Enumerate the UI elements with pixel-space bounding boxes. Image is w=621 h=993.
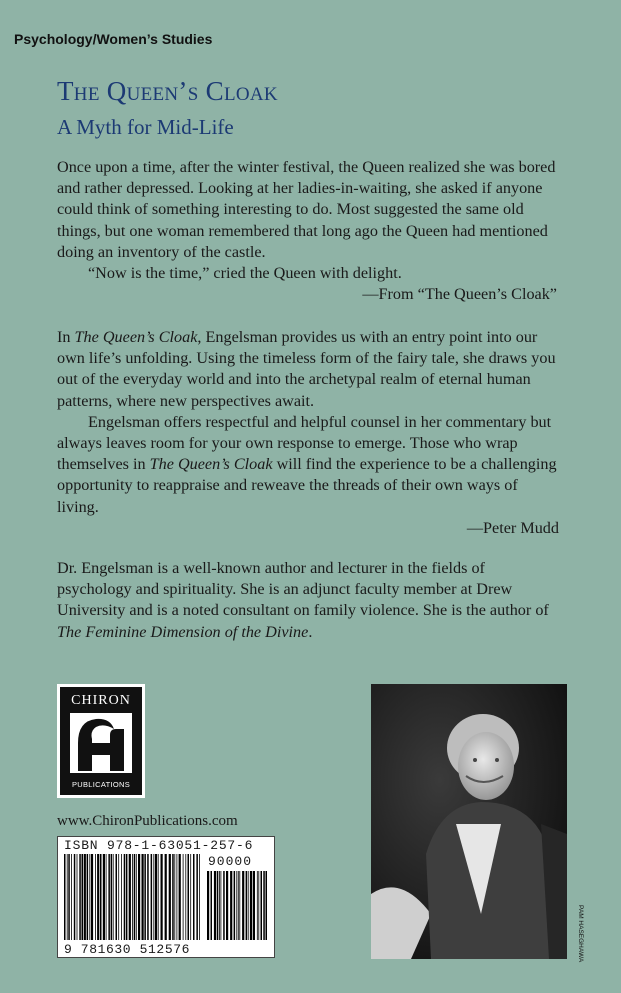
barcode-addon-bars bbox=[207, 871, 269, 940]
barcode-bar bbox=[261, 871, 263, 940]
barcode-bar bbox=[97, 854, 99, 940]
author-photo-image bbox=[371, 684, 567, 959]
barcode-bar bbox=[106, 854, 107, 940]
author-photo bbox=[371, 684, 567, 959]
book-title: The Queen’s Cloak bbox=[57, 76, 278, 106]
barcode-bar bbox=[142, 854, 144, 940]
barcode-bar bbox=[95, 854, 96, 940]
barcode-bar bbox=[147, 854, 149, 940]
excerpt-paragraph: Once upon a time, after the winter festival, the Queen realized she was bored and rather depressed. Looking at her ladies-in-waiting, she asked if anyone could think of something interesting to do. Most suggested the same old things, but one woman remembered that long ago the Queen had mentioned doing an inventory of the castle. bbox=[57, 158, 556, 261]
review-attribution: —Peter Mudd bbox=[466, 518, 559, 537]
barcode-bar bbox=[223, 871, 225, 940]
barcode-bar bbox=[196, 854, 198, 940]
barcode-bar bbox=[113, 854, 114, 940]
barcode-bar bbox=[257, 871, 258, 940]
barcode-bar bbox=[183, 854, 184, 940]
barcode-bar bbox=[246, 871, 248, 940]
barcode-bar bbox=[172, 854, 174, 940]
barcode-bar bbox=[207, 871, 209, 940]
barcode-bar bbox=[226, 871, 228, 940]
publisher-logo bbox=[57, 684, 145, 798]
barcode-bar bbox=[211, 871, 213, 940]
barcode-bar bbox=[153, 854, 154, 940]
barcode-bar bbox=[193, 854, 195, 940]
barcode-bar bbox=[79, 854, 81, 940]
barcode-bar bbox=[71, 854, 72, 940]
author-bio-before: Dr. Engelsman is a well-known author and lecturer in the fields of psychology and spirituality. She is an adjunct faculty member at Drew University and is a noted consultant on family violence. She is the author of bbox=[57, 559, 549, 620]
isbn-text: ISBN 978-1-63051-257-6 bbox=[64, 838, 254, 853]
barcode-bar bbox=[217, 871, 219, 940]
barcode-bar bbox=[234, 871, 236, 940]
barcode-bar bbox=[266, 871, 268, 940]
barcode-bar bbox=[108, 854, 110, 940]
review-paragraph-1 bbox=[57, 327, 563, 412]
barcode-bar bbox=[253, 871, 255, 940]
review-p2-title: The Queen’s Cloak bbox=[149, 455, 273, 474]
author-bio bbox=[57, 558, 563, 643]
barcode-bar bbox=[151, 854, 153, 940]
barcode-bar bbox=[161, 854, 163, 940]
category-label: Psychology/Women’s Studies bbox=[14, 31, 213, 47]
photo-credit: PAM HASEGHAWA bbox=[577, 905, 584, 963]
barcode-bar bbox=[64, 854, 66, 940]
excerpt-quote: “Now is the time,” cried the Queen with delight. bbox=[88, 264, 402, 283]
review-p1-after: , Engelsman provides us with an entry point into our own life’s unfolding. Using the timeless form of the fairy tale, she draws you out of the everyday world and into the archetypal realm of eternal human patterns, where new perspectives await. bbox=[57, 328, 556, 410]
barcode-bar bbox=[132, 854, 133, 940]
review-p1-before: In bbox=[57, 328, 75, 346]
barcode-bar bbox=[136, 854, 137, 940]
barcode-bar bbox=[116, 854, 118, 940]
author-bio-paragraph bbox=[57, 558, 563, 643]
barcode-bar bbox=[126, 854, 128, 940]
excerpt-section bbox=[57, 157, 563, 305]
barcode-bar bbox=[174, 854, 175, 940]
barcode-bar bbox=[68, 854, 70, 940]
barcode-bar bbox=[158, 854, 159, 940]
barcode-bar bbox=[155, 854, 157, 940]
barcode-bar bbox=[179, 854, 181, 940]
barcode-bar bbox=[124, 854, 126, 940]
barcode-bar bbox=[236, 871, 237, 940]
barcode-bar bbox=[134, 854, 136, 940]
barcode-bar bbox=[177, 854, 178, 940]
barcode-bar bbox=[185, 854, 186, 940]
barcode-bar bbox=[129, 854, 131, 940]
barcode-bar bbox=[190, 854, 191, 940]
publisher-logo-bottom-text: PUBLICATIONS bbox=[71, 780, 131, 789]
barcode-bar bbox=[263, 871, 265, 940]
review-p2-after: will find the experience to be a challenging opportunity to reappraise and reweave the threads of their own ways of living. bbox=[57, 455, 557, 516]
chiron-emblem-icon bbox=[70, 713, 132, 773]
barcode-bar bbox=[138, 854, 140, 940]
barcode-bar bbox=[188, 854, 190, 940]
author-bio-after: . bbox=[308, 622, 313, 641]
barcode-main-bars bbox=[64, 854, 202, 940]
publisher-logo-inner bbox=[60, 687, 142, 795]
barcode-bar bbox=[74, 854, 76, 940]
barcode-bar bbox=[91, 854, 93, 940]
barcode-bar bbox=[169, 854, 171, 940]
review-section bbox=[57, 327, 563, 539]
review-p1-title: The Queen’s Cloak bbox=[74, 328, 198, 346]
barcode-bar bbox=[248, 871, 249, 940]
barcode-bar bbox=[221, 871, 222, 940]
review-paragraph-2 bbox=[57, 412, 563, 518]
barcode-bar bbox=[258, 871, 259, 940]
barcode-bar bbox=[250, 871, 252, 940]
publisher-website: www.ChironPublications.com bbox=[57, 813, 238, 829]
barcode-addon-number: 90000 bbox=[208, 854, 253, 869]
barcode-bar bbox=[89, 854, 90, 940]
barcode-bar bbox=[111, 854, 113, 940]
barcode-number: 9 781630 512576 bbox=[64, 942, 191, 957]
barcode-bar bbox=[239, 871, 240, 940]
barcode-bar bbox=[100, 854, 102, 940]
barcode-bar bbox=[84, 854, 86, 940]
barcode-bar bbox=[103, 854, 105, 940]
barcode-bar bbox=[121, 854, 122, 940]
barcode-bar bbox=[77, 854, 78, 940]
publisher-logo-top-text: CHIRON bbox=[71, 693, 131, 708]
barcode-bar bbox=[230, 871, 232, 940]
barcode-bar bbox=[118, 854, 119, 940]
barcode-bar bbox=[144, 854, 146, 940]
book-subtitle: A Myth for Mid-Life bbox=[57, 115, 234, 139]
barcode-bar bbox=[219, 871, 220, 940]
barcode-bar bbox=[242, 871, 244, 940]
barcode-bar bbox=[238, 871, 239, 940]
barcode bbox=[57, 836, 275, 958]
excerpt-attribution: —From “The Queen’s Cloak” bbox=[362, 285, 557, 304]
barcode-bar bbox=[165, 854, 167, 940]
review-p2-before: Engelsman offers respectful and helpful counsel in her commentary but always leaves room for your own response to emerge. Those who wrap themselves in bbox=[57, 412, 552, 474]
barcode-bar bbox=[67, 854, 68, 940]
author-bio-book-title: The Feminine Dimension of the Divine bbox=[57, 622, 309, 641]
barcode-bar bbox=[87, 854, 89, 940]
barcode-bar bbox=[199, 854, 200, 940]
barcode-bar bbox=[214, 871, 216, 940]
barcode-bar bbox=[82, 854, 84, 940]
